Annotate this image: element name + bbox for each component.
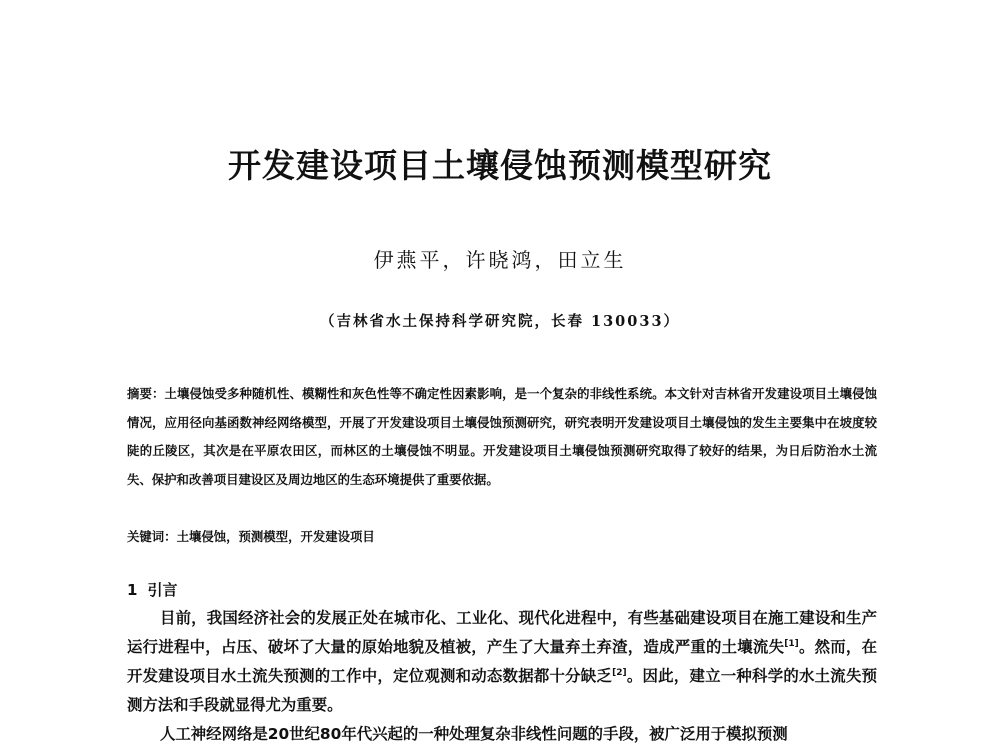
abstract-text: 土壤侵蚀受多种随机性、模糊性和灰色性等不确定性因素影响，是一个复杂的非线性系统。本文针对吉林省开发建设项目土壤侵蚀情况，应用径向基函数神经网络模型，开展了开发建设项目土壤侵蚀预测研究，研究表明开发建设项目土壤侵蚀的发生主要集中在坡度较陡的丘陵区，其次是在平原农田区，而林区的土壤侵蚀不明显。开发建设项目土壤侵蚀预测研究取得了较好的结果，为日后防治水土流失、保护和改善项目建设区及周边地区的生态环境提供了重要依据。 [127,386,878,487]
citation-ref-2: [2] [612,667,627,678]
keywords [127,523,877,551]
paragraph-1-part-1: 目前，我国经济社会的发展正处在城市化、工业化、现代化进程中，有些基础建设项目在施工建设和生产运行进程中，占压、破坏了大量的原始地貌及植被，产生了大量弃土弃渣，造成严重的土壤流失 [127,609,877,656]
author-list: 伊燕平，许晓鸿，田立生 [373,248,627,272]
affiliation: （吉林省水土保持科学研究院，长春 130033） [319,313,681,330]
section-heading [127,579,177,600]
abstract-label: 摘要： [127,386,165,401]
citation-ref-1: [1] [784,638,799,649]
paper-title: 开发建设项目土壤侵蚀预测模型研究 [228,146,772,185]
paragraph-1-part-2: 。然而，在开发建设项目水土流失预测的工作中，定位观测和动态数据都十分缺乏 [127,638,877,685]
body-text [127,604,877,749]
abstract [127,380,877,494]
keywords-label: 关键词： [127,529,177,544]
section-title: 引言 [147,581,178,599]
section-number: 1 [127,581,138,599]
paragraph-1-part-3: 。因此，建立一种科学的水土流失预测方法和手段就显得尤为重要。 [127,667,877,714]
paragraph-1 [127,604,877,720]
keywords-text: 土壤侵蚀，预测模型，开发建设项目 [176,529,375,544]
paragraph-2: 人工神经网络是20世纪80年代兴起的一种处理复杂非线性问题的手段，被广泛用于模拟预测 [160,725,788,743]
